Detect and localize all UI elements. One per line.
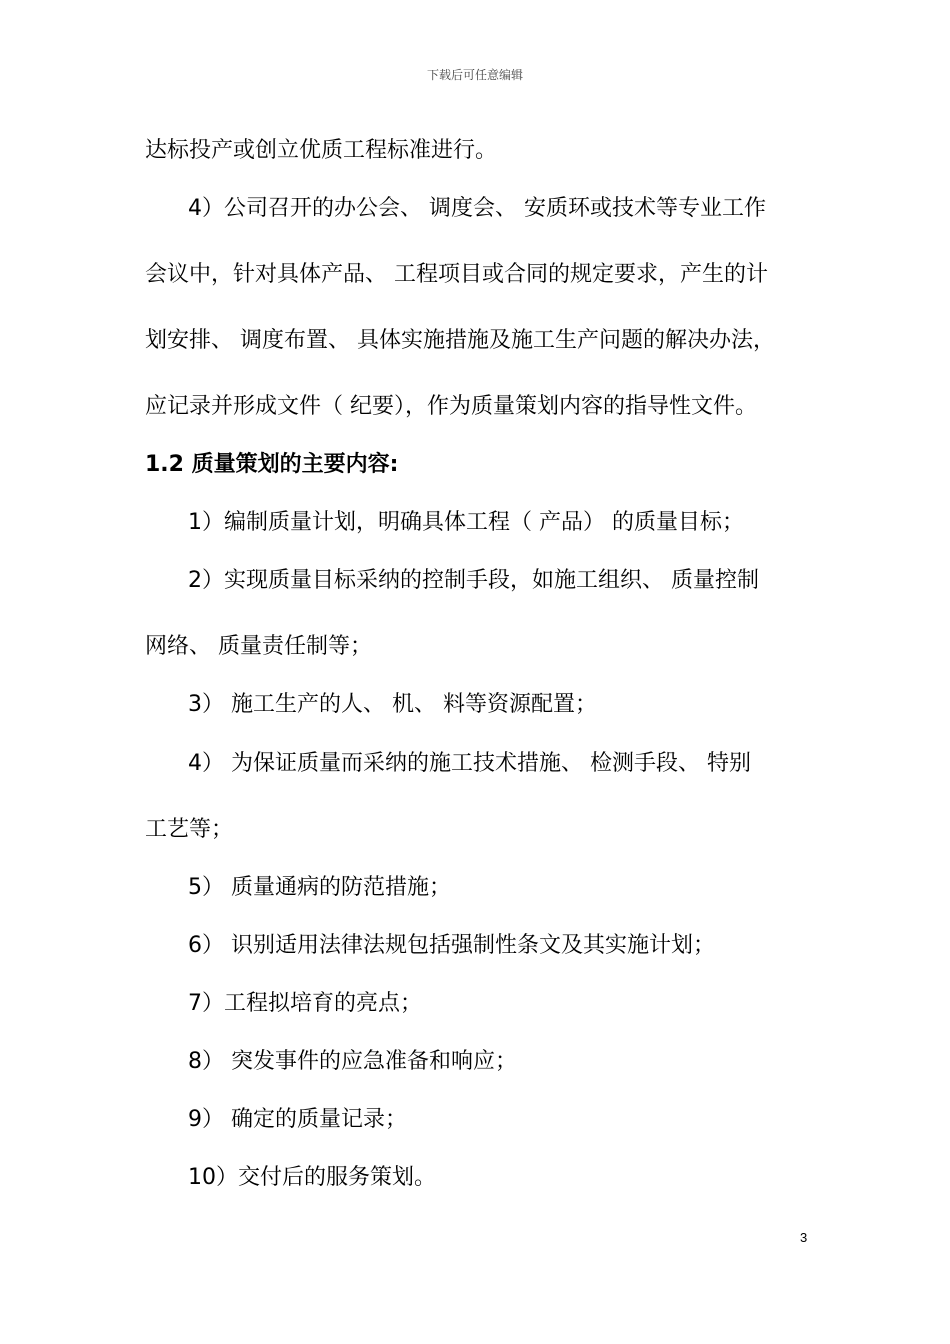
list-item: 7）工程拟培育的亮点； <box>188 991 422 1016</box>
list-item: 9） 确定的质量记录； <box>188 1107 407 1132</box>
paragraph-line: 划安排、 调度布置、 具体实施措施及施工生产问题的解决办法， <box>145 328 775 353</box>
list-item: 2）实现质量目标采纳的控制手段，如施工组织、 质量控制 <box>188 568 759 593</box>
page-number: 3 <box>800 1230 808 1245</box>
list-item: 10）交付后的服务策划。 <box>188 1165 436 1190</box>
list-item: 1）编制质量计划，明确具体工程（ 产品） 的质量目标； <box>188 510 744 535</box>
list-item: 网络、 质量责任制等； <box>145 634 372 659</box>
list-item: 3） 施工生产的人、 机、 料等资源配置； <box>188 692 597 717</box>
list-item: 工艺等； <box>145 817 234 842</box>
list-item: 4） 为保证质量而采纳的施工技术措施、 检测手段、 特别 <box>188 751 751 776</box>
paragraph-line: 应记录并形成文件（ 纪要），作为质量策划内容的指导性文件。 <box>145 394 757 419</box>
header-note: 下载后可任意编辑 <box>426 68 523 82</box>
section-heading: 1.2 质量策划的主要内容: <box>145 452 399 477</box>
list-item: 5） 质量通病的防范措施； <box>188 875 451 900</box>
paragraph-line: 达标投产或创立优质工程标准进行。 <box>145 138 498 163</box>
paragraph-line: 会议中，针对具体产品、 工程项目或合同的规定要求，产生的计 <box>145 262 768 287</box>
list-item: 8） 突发事件的应急准备和响应； <box>188 1049 517 1074</box>
list-item: 6） 识别适用法律法规包括强制性条文及其实施计划； <box>188 933 715 958</box>
paragraph-line: 4）公司召开的办公会、 调度会、 安质环或技术等专业工作 <box>188 196 766 221</box>
